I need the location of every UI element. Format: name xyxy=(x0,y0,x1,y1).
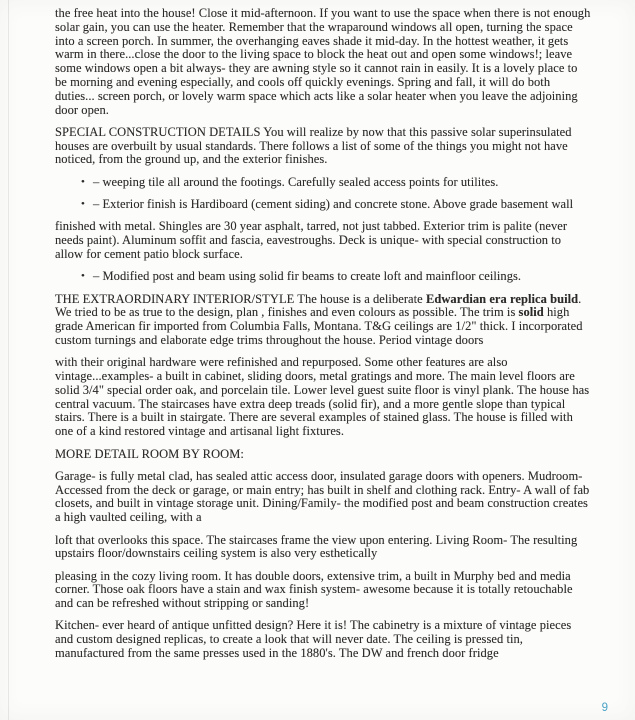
document-content xyxy=(55,7,592,669)
paragraph-finished-with-metal: finished with metal. Shingles are 30 year asphalt, tarred, not just tabbed. Exterior trim is palite (never needs paint). Aluminum soffit and fascia, eavestroughs. Deck is unique- with special construction to allow for cement patio block surface. xyxy=(55,219,568,261)
list-item-weeping-tile xyxy=(55,176,592,190)
text-run: high grade American fir imported from Columbia Falls, Montana. T&G ceilings are 1/2" thick. I incorporated custom turnings and elaborate edge trims throughout the house. Period vintage doors xyxy=(55,305,583,347)
text-run: THE EXTRAORDINARY INTERIOR/STYLE The house is a deliberate xyxy=(55,291,426,306)
page-number: 9 xyxy=(601,702,608,714)
paragraph-kitchen: Kitchen- ever heard of antique unfitted design? Here it is! The cabinetry is a mixture of vintage pieces and custom designed replicas, to create a look that will never date. The ceiling is pressed tin, manufactured from the same presses used in the 1880's. The DW and french door fridge xyxy=(55,618,572,661)
paragraph-sunroom-intro: the free heat into the house! Close it mid-afternoon. If you want to use the space when there is not enough solar gain, you can use the heater. Remember that the wraparound windows all open, turning the space into a screen porch. In summer, the overhanging eaves shade it mid-day. In the hottest weather, it gets warm in there...close the door to the living space to block the heat out and open some windows!; leave some windows open a bit always- they are awning style so it cannot rain in easily. It is a lovely place to be morning and evening especially, and cools off quickly evenings. Spring and fall, it will do both duties... screen porch, or lovely warm space which acts like a solar heater when you leave the adjoining door open. xyxy=(55,6,591,117)
list-item-text: – Exterior finish is Hardiboard (cement siding) and concrete stone. Above grade basement wall xyxy=(93,197,574,212)
paragraph-special-construction-details: SPECIAL CONSTRUCTION DETAILS You will realize by now that this passive solar superinsulated houses are overbuilt by usual standards. There follows a list of some of the things you might not have noticed, from the ground up, and the exterior finishes. xyxy=(55,124,572,167)
list-item-exterior-finish xyxy=(55,198,592,212)
paragraph-hardware-vintage-features: with their original hardware were refinished and repurposed. Some other features are also vintage...examples- a built in cabinet, sliding doors, metal gratings and more. The main level floors are solid 3/4" special order oak, and porcelain tile. Lower level guest suite floor is vinyl plank. The house has central vacuum. The staircases have extra deep treads (solid fir), and a more gentle slope than typical stairs. There is a built in stairgate. There are several examples of stained glass. The house is filled with one of a kind restored vintage and artisanal light fixtures. xyxy=(55,355,590,439)
scan-edge-line xyxy=(8,0,9,720)
bullet-icon: • xyxy=(81,175,85,188)
list-item-text: – Modified post and beam using solid fir beams to create loft and mainfloor ceilings. xyxy=(93,269,522,284)
text-run: . We tried to be as true to the design, plan , finishes and even colours as possible. The trim is xyxy=(55,291,582,320)
bullet-icon: • xyxy=(81,198,85,211)
paragraph-more-detail-heading: MORE DETAIL ROOM BY ROOM: xyxy=(55,446,244,461)
paragraph-pleasing-living-room: pleasing in the cozy living room. It has double doors, extensive trim, a built in Murphy bed and media corner. Those oak floors have a stain and wax finish system- awesome because it is totally retouchable and can be refreshed without stripping or sanding! xyxy=(55,568,573,611)
text-run-bold: solid xyxy=(518,305,544,320)
list-item-text: – weeping tile all around the footings. Carefully sealed access points for utilites. xyxy=(93,174,499,189)
text-run-bold: Edwardian era replica build xyxy=(425,291,579,306)
bullet-icon: • xyxy=(81,270,85,283)
list-item-post-and-beam xyxy=(55,270,592,284)
paragraph-extraordinary-interior xyxy=(55,293,592,348)
paragraph-garage-mudroom-entry: Garage- is fully metal clad, has sealed attic access door, insulated garage doors with openers. Mudroom- Accessed from the deck or garage, or main entry; has built in shelf and clothing rack. Entry- A wall of fab closets, and built in vintage storage unit. Dining/Family- the modified post and beam construction creates a high vaulted ceiling, with a xyxy=(55,468,590,525)
paragraph-loft-living-room: loft that overlooks this space. The staircases frame the view upon entering. Living Room- The resulting upstairs floor/downstairs ceiling system is also very esthetically xyxy=(55,532,578,561)
